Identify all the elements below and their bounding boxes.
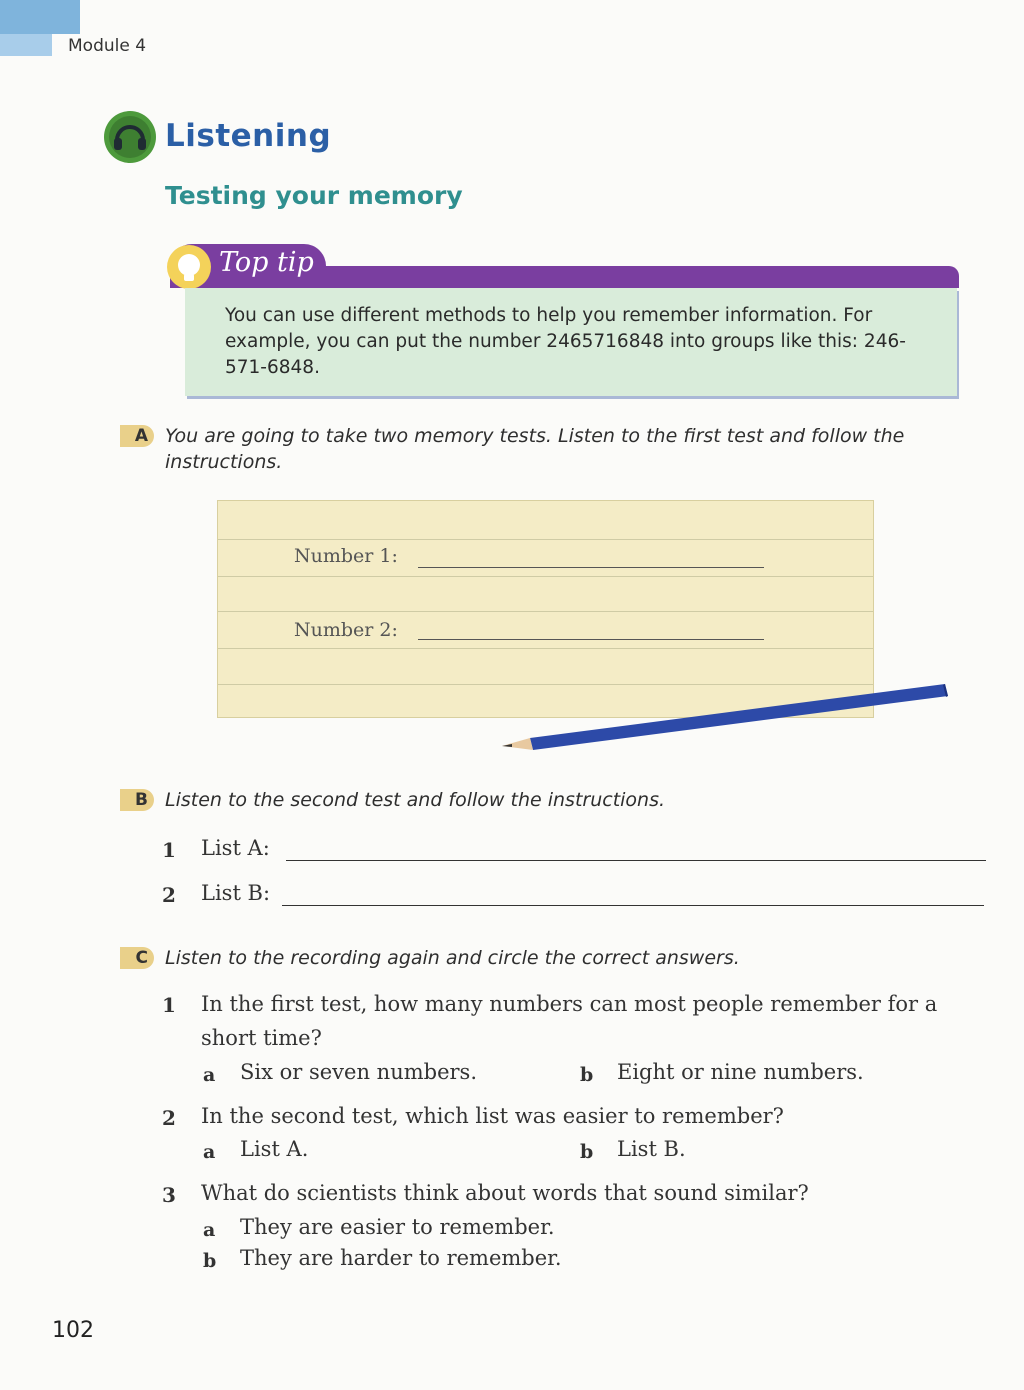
task-a-letter: A bbox=[120, 425, 154, 447]
list-a-answer-line[interactable] bbox=[286, 860, 986, 861]
list-b-number: 2 bbox=[162, 883, 176, 907]
question-1-text: In the first test, how many numbers can most people remember for a short time? bbox=[201, 992, 938, 1050]
question-2-option-b-letter[interactable]: b bbox=[580, 1141, 594, 1163]
question-3-option-a[interactable]: They are easier to remember. bbox=[240, 1215, 555, 1239]
list-a-number: 1 bbox=[162, 838, 176, 862]
question-3-text: What do scientists think about words that sound similar? bbox=[201, 1181, 809, 1205]
question-1-option-b[interactable]: Eight or nine numbers. bbox=[617, 1060, 864, 1084]
task-a-instruction: You are going to take two memory tests. Listen to the first test and follow the instructions. bbox=[165, 425, 905, 473]
question-3-option-b[interactable]: They are harder to remember. bbox=[240, 1246, 562, 1270]
task-b-letter: B bbox=[120, 789, 154, 811]
question-2-option-a[interactable]: List A. bbox=[240, 1137, 309, 1161]
list-b-label: List B: bbox=[201, 881, 271, 905]
question-2-option-b[interactable]: List B. bbox=[617, 1137, 686, 1161]
tip-label: Top tip bbox=[219, 247, 314, 278]
question-3-number: 3 bbox=[162, 1183, 176, 1207]
section-subtitle: Testing your memory bbox=[165, 181, 463, 210]
tip-text: You can use different methods to help you remember information. For example, you can put the number 2465716848 into groups like this: 246-571-6848. bbox=[225, 305, 906, 378]
number-2-label: Number 2: bbox=[294, 619, 398, 641]
list-a-label: List A: bbox=[201, 836, 270, 860]
question-2-option-a-letter[interactable]: a bbox=[203, 1141, 216, 1163]
question-1-option-a[interactable]: Six or seven numbers. bbox=[240, 1060, 477, 1084]
task-b-instruction: Listen to the second test and follow the instructions. bbox=[165, 789, 666, 811]
corner-decoration-secondary bbox=[0, 34, 52, 56]
lightbulb-icon bbox=[165, 244, 217, 290]
headphones-icon bbox=[103, 110, 157, 164]
number-1-label: Number 1: bbox=[294, 545, 398, 567]
number-2-field[interactable] bbox=[418, 639, 764, 640]
page-number: 102 bbox=[52, 1318, 94, 1343]
corner-decoration bbox=[0, 0, 80, 34]
question-2-number: 2 bbox=[162, 1106, 176, 1130]
question-1-number: 1 bbox=[162, 993, 176, 1017]
section-title: Listening bbox=[165, 118, 332, 154]
question-3-option-a-letter[interactable]: a bbox=[203, 1219, 216, 1241]
list-b-answer-line[interactable] bbox=[282, 905, 984, 906]
task-c-letter: C bbox=[120, 947, 154, 969]
module-label: Module 4 bbox=[68, 36, 147, 56]
task-c-instruction: Listen to the recording again and circle the correct answers. bbox=[165, 947, 740, 969]
question-3-option-b-letter[interactable]: b bbox=[203, 1250, 217, 1272]
number-1-field[interactable] bbox=[418, 567, 764, 568]
pencil-icon bbox=[500, 676, 950, 756]
question-1-option-b-letter[interactable]: b bbox=[580, 1064, 594, 1086]
question-1-option-a-letter[interactable]: a bbox=[203, 1064, 216, 1086]
question-2-text: In the second test, which list was easier to remember? bbox=[201, 1104, 784, 1128]
